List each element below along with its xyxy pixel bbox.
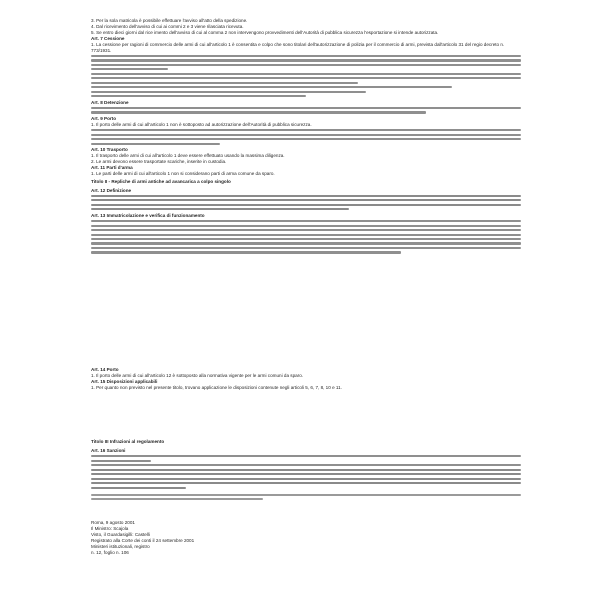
article-heading: Art. 13 Immatricolazione e verifica di funzionamento [91, 212, 205, 218]
paragraph: 1. Il porto delle armi di cui all'articolo 1 non è sottoposto ad autorizzazione dell'Autorità di pubblica sicurezza. [91, 121, 312, 127]
folio-line: n. 12, foglio n. 106 [91, 549, 129, 555]
paragraph-illegible [91, 469, 521, 489]
article-heading: Art. 12 Definizione [91, 187, 132, 193]
minister-line: Il Ministro: Scajola [91, 525, 129, 531]
article-heading: Art. 9 Porto [91, 115, 117, 121]
article-heading: Art. 10 Trasporto [91, 147, 128, 153]
paragraph-illegible [91, 107, 521, 114]
text-block-middle [91, 367, 521, 391]
paragraph-illegible [91, 220, 521, 254]
paragraph-illegible [91, 195, 521, 211]
paragraph: 1. Le parti delle armi di cui all'articolo 1 non si considerano parti di arma comune da sparo. [91, 170, 275, 176]
article-heading: Art. 7 Cessione [91, 35, 125, 41]
section-title: Titolo III Infrazioni al regolamento [91, 439, 165, 444]
text-block-top [91, 18, 521, 256]
paragraph-illegible [91, 55, 521, 71]
paragraph: 3. Per la sola matricola è possibile effettuare l'avviso all'atto della spedizione. [91, 18, 248, 23]
paragraph-illegible [91, 77, 521, 84]
registry-line: Ministeri istituzionali, registro [91, 543, 150, 549]
article-heading: Art. 11 Parti d'arma [91, 164, 133, 170]
article-heading: Art. 14 Porto [91, 367, 119, 372]
registration-line: Registrato alla Corte dei conti il 24 settembre 2001 [91, 537, 195, 543]
place-date: Roma, 9 agosto 2001 [91, 520, 135, 525]
closing-note-illegible [91, 494, 521, 501]
paragraph-illegible [91, 73, 521, 75]
paragraph: 2. Le armi devono essere trasportate scariche, inserite in custodia. [91, 158, 227, 164]
paragraph: 1. Per quanto non previsto nel presente titolo, trovano applicazione le disposizioni contenute negli articoli 5, 6, 7, 8, 10 e 11. [91, 384, 342, 390]
paragraph: 1. Il porto delle armi di cui all'articolo 12 è sottoposto alla normativa vigente per le armi comuni da sparo. [91, 372, 304, 378]
paragraph: 5. Se entro dieci giorni dal rice imento dell'avviso di cui al comma 2 non intervengono provvedimenti dell'Autorità di pubblica sicurezza l'esportazione si intende autorizzata. [91, 29, 439, 35]
signature-block [91, 520, 521, 555]
paragraph: 4. Dal ricevimento dell'avviso di cui ai commi 2 e 3 viene rilasciata ricevuta. [91, 23, 244, 29]
article-heading: Art. 16 Sanzioni [91, 447, 126, 453]
section-title: Titolo II - Repliche di armi antiche ad avancarica a colpo singolo [91, 178, 231, 184]
paragraph-illegible [91, 464, 521, 466]
article-heading: Art. 8 Detenzione [91, 99, 129, 105]
article-heading: Art. 15 Disposizioni applicabili [91, 378, 158, 384]
text-block-lower [91, 436, 521, 503]
visto-line: Visto, il Guardasigilli: Castelli [91, 531, 150, 537]
paragraph: 1. La cessione per ragioni di commercio delle armi di cui all'articolo 1 è consentita e colpo che sono titolari dell'autorizzazione di polizia per il commercio di armi, prevista dall'articolo 31 del regio decreto n. 773/1931. [91, 41, 505, 53]
paragraph: 1. Il trasporto delle armi di cui all'articolo 1 deve essere effettuato usando la massima diligenza. [91, 152, 285, 158]
paragraph-illegible [91, 129, 521, 145]
paragraph-illegible [91, 455, 521, 462]
paragraph-illegible [91, 86, 521, 97]
